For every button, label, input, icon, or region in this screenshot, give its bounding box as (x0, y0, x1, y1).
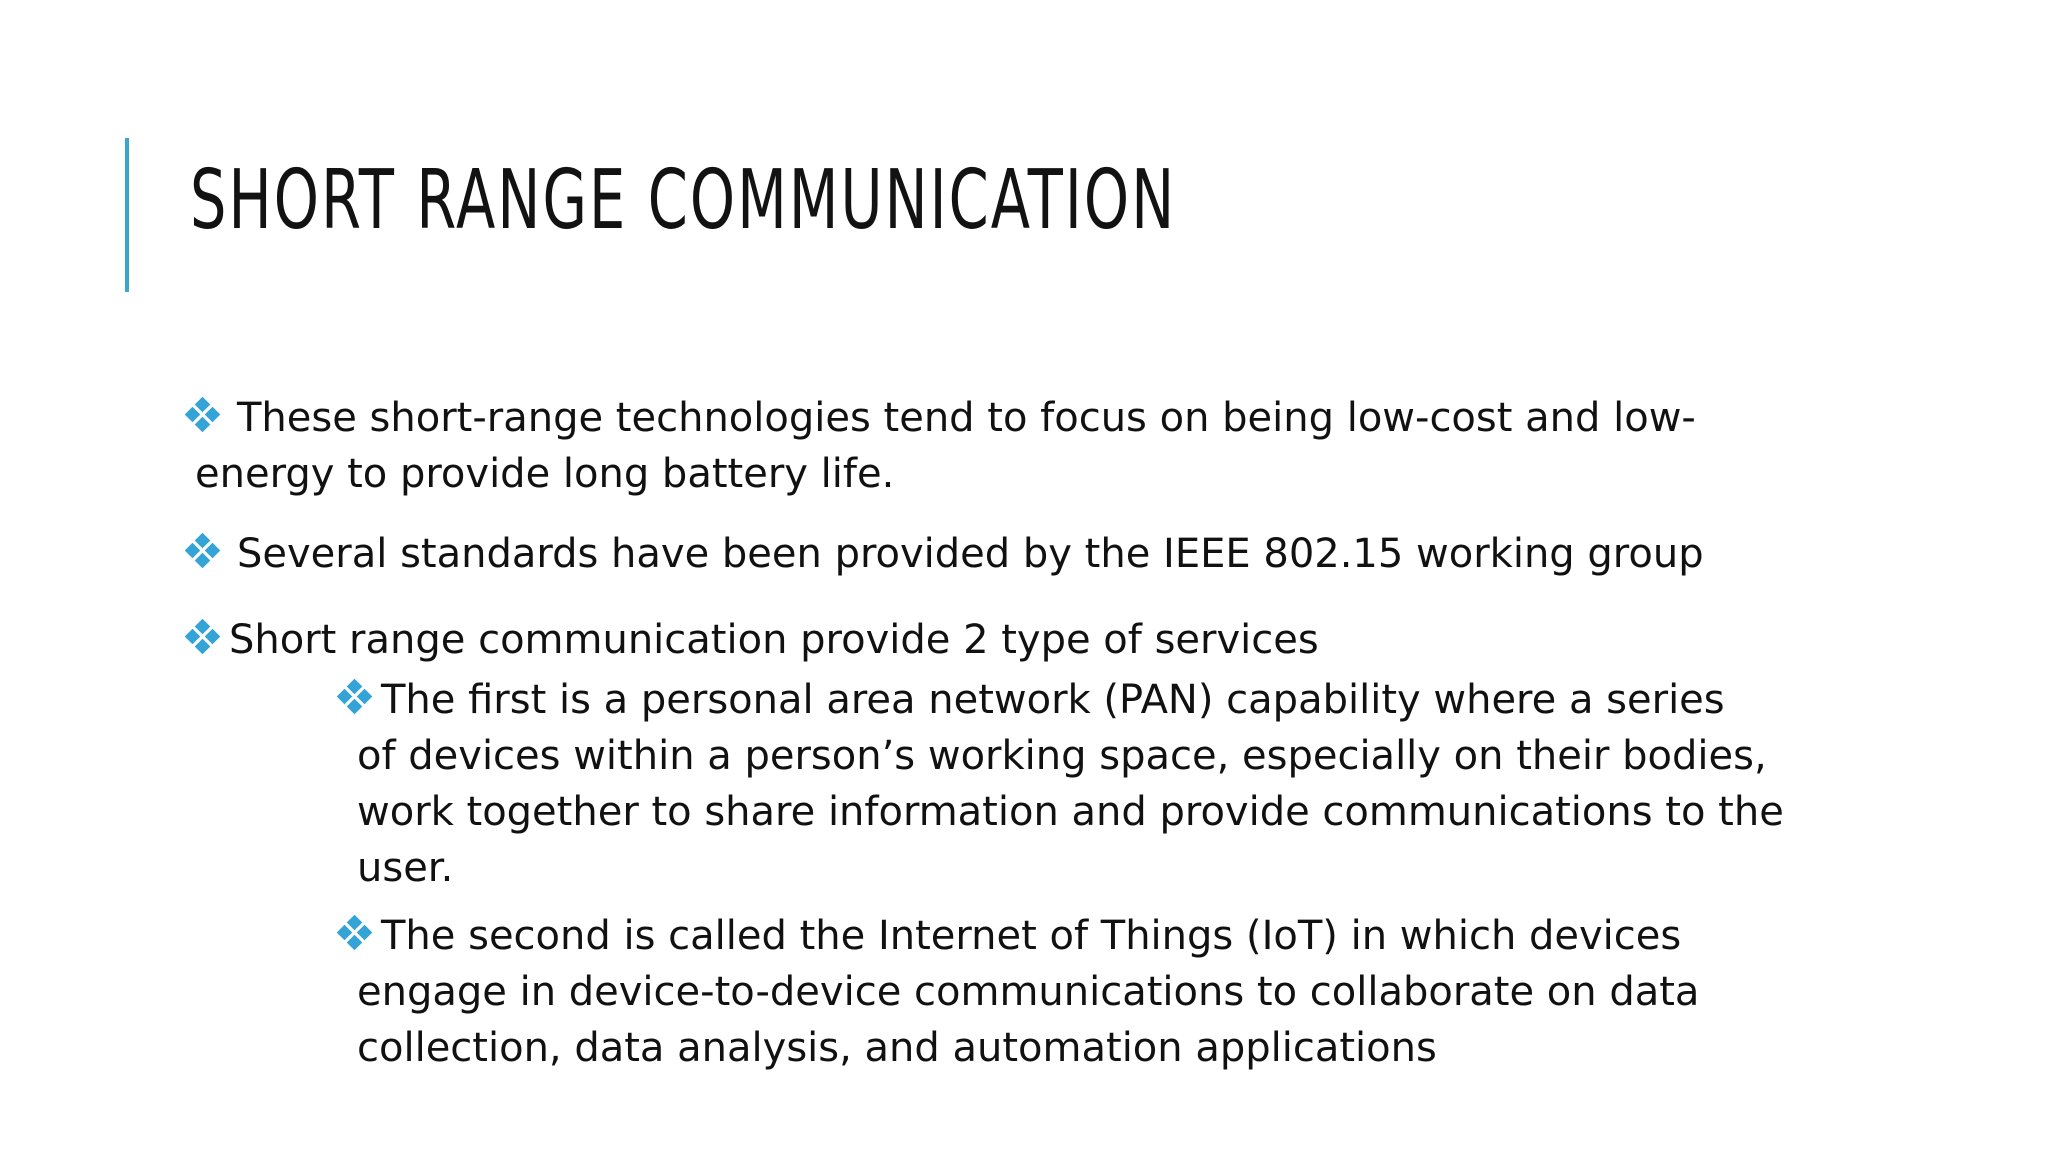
title-accent-bar (125, 138, 129, 292)
bullet-text-line: Short range communication provide 2 type of services (229, 617, 1319, 663)
sub-bullet-text-line: user. (357, 845, 454, 891)
sub-bullet-item (337, 672, 1825, 896)
sub-bullet-text-line: work together to share information and provide communications to the (357, 789, 1784, 835)
sub-bullet-text-line: of devices within a person’s working space, especially on their bodies, (357, 733, 1767, 779)
slide-body (185, 390, 1825, 1076)
sub-bullet-text-line: collection, data analysis, and automation applications (357, 1025, 1437, 1071)
four-diamond-bullet-icon (337, 915, 373, 951)
sub-bullet-item (337, 908, 1825, 1076)
bullet-text-line: These short-range technologies tend to focus on being low-cost and low- (237, 395, 1696, 441)
slide-title: SHORT RANGE COMMUNICATION (190, 153, 1177, 248)
sub-bullet-text-line: engage in device-to-device communications to collaborate on data (357, 969, 1700, 1015)
four-diamond-bullet-icon (185, 619, 221, 655)
bullet-item (185, 390, 1825, 502)
four-diamond-bullet-icon (185, 533, 221, 569)
bullet-text-line: energy to provide long battery life. (195, 451, 895, 497)
four-diamond-bullet-icon (185, 397, 221, 433)
four-diamond-bullet-icon (337, 679, 373, 715)
sub-bullet-text-line: The second is called the Internet of Things (IoT) in which devices (381, 913, 1682, 959)
bullet-item (185, 612, 1825, 1076)
sub-bullet-text-line: The first is a personal area network (PAN) capability where a series (381, 677, 1725, 723)
bullet-item (185, 526, 1825, 582)
bullet-text-line: Several standards have been provided by the IEEE 802.15 working group (237, 531, 1704, 577)
